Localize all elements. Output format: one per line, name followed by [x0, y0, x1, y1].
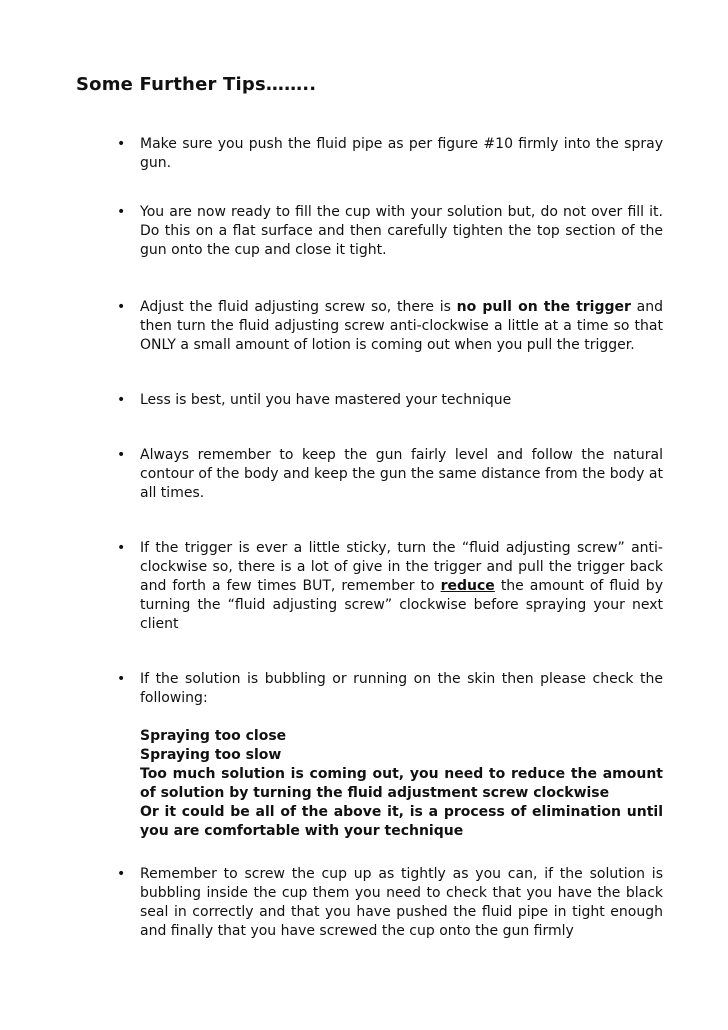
- bullet-icon: •: [117, 447, 126, 463]
- checks-list: [140, 727, 663, 803]
- closing-note: Or it could be all of the above it, is a process of elimination until you are comfortable with your technique: [140, 804, 663, 839]
- tip-item: [111, 203, 663, 260]
- tip-item: [111, 670, 663, 841]
- tip-text-part: Adjust the fluid adjusting screw so, there is: [140, 299, 457, 315]
- tip-text: [140, 539, 663, 634]
- tip-item: [111, 446, 663, 503]
- page-heading: Some Further Tips……..: [76, 74, 317, 95]
- tip-item: [111, 865, 663, 941]
- bullet-icon: •: [117, 299, 126, 315]
- bullet-icon: •: [117, 204, 126, 220]
- tip-text: If the solution is bubbling or running on the skin then please check the following:: [140, 671, 663, 706]
- bullet-icon: •: [117, 136, 126, 152]
- check-item: Spraying too close: [140, 728, 287, 744]
- bullet-icon: •: [117, 392, 126, 408]
- bullet-icon: •: [117, 671, 126, 687]
- emphasis-text: no pull on the trigger: [456, 299, 631, 315]
- tips-list: [111, 135, 663, 941]
- tip-item: [111, 135, 663, 173]
- bullet-icon: •: [117, 540, 126, 556]
- tip-text: Less is best, until you have mastered your technique: [140, 392, 512, 408]
- tip-text: Make sure you push the fluid pipe as per figure #10 firmly into the spray gun.: [140, 136, 663, 171]
- tip-text: [140, 298, 663, 355]
- tip-text: Always remember to keep the gun fairly level and follow the natural contour of the body and keep the gun the same distance from the body at all times.: [140, 447, 663, 501]
- check-item: Spraying too slow: [140, 747, 282, 763]
- tip-text-part: the amount of fluid by turning the “fluid adjusting screw” clockwise before spraying your next client: [140, 578, 663, 632]
- tip-text-part: and then turn the fluid adjusting screw anti-clockwise a little at a time so that ONLY a small amount of lotion is coming out when you pull the trigger.: [140, 299, 663, 353]
- tip-text-part: If the trigger is ever a little sticky, turn the “fluid adjusting screw” anti-clockwise so, there is a lot of give in the trigger and pull the trigger back and forth a few times BUT, remember to: [140, 540, 663, 594]
- tip-item: [111, 391, 663, 410]
- tip-item: [111, 539, 663, 634]
- tip-text: You are now ready to fill the cup with your solution but, do not over fill it. Do this on a flat surface and then carefully tighten the top section of the gun onto the cup and close it tight.: [140, 204, 663, 258]
- emphasis-text: reduce: [440, 578, 495, 594]
- check-item: Too much solution is coming out, you need to reduce the amount of solution by turning the fluid adjustment screw clockwise: [140, 766, 663, 801]
- tip-item: [111, 298, 663, 355]
- tip-text: Remember to screw the cup up as tightly as you can, if the solution is bubbling inside the cup them you need to check that you have the black seal in correctly and that you have pushed the fluid pipe in tight enough and finally that you have screwed the cup onto the gun firmly: [140, 866, 663, 939]
- bullet-icon: •: [117, 866, 126, 882]
